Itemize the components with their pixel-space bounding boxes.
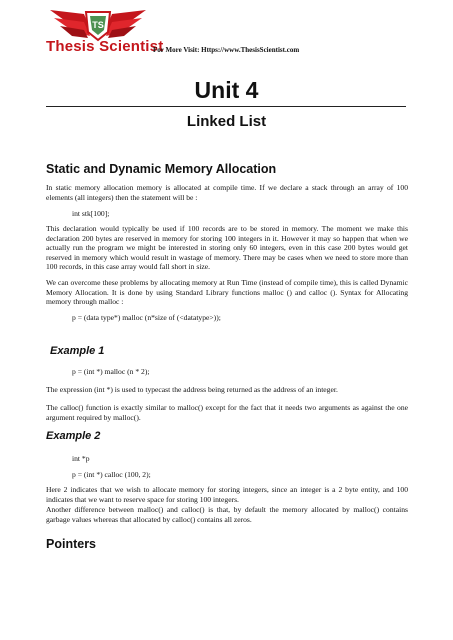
title-divider xyxy=(46,106,406,107)
brand-name: Thesis Scientist xyxy=(46,38,164,55)
section-heading-pointers: Pointers xyxy=(46,537,97,551)
paragraph-static-allocation: In static memory allocation memory is allocated at compile time. If we declare a stack through an array of 100 elements (all integers) then the statement will be : xyxy=(46,183,408,202)
code-line-malloc-syntax: p = (data type*) malloc (n*size of (<datatype>)); xyxy=(72,313,221,322)
unit-title: Unit 4 xyxy=(194,77,259,103)
code-line-malloc-example: p = (int *) malloc (n * 2); xyxy=(72,367,150,376)
paragraph-calloc-explanation: Here 2 indicates that we wish to allocate memory for storing integers, since an integer is a 2 byte entity, and 100 indicates that we want to reserve space for storing 100 integers. xyxy=(46,485,408,504)
visit-link-text[interactable]: For More Visit: Https://www.ThesisScientist.com xyxy=(153,46,300,54)
example-1-heading: Example 1 xyxy=(50,345,105,357)
paragraph-calloc-similar: The calloc() function is exactly similar to malloc() except for the fact that it needs two arguments as against the one argument required by malloc(). xyxy=(46,403,408,422)
topic-title: Linked List xyxy=(186,113,267,130)
example-2-heading: Example 2 xyxy=(46,430,101,442)
code-line-stack-array: int stk[100]; xyxy=(72,209,110,218)
paragraph-malloc-calloc-difference: Another difference between malloc() and calloc() is that, by default the memory allocated by malloc() contains garbage values whereas that allocated by calloc() contains all zeros. xyxy=(46,505,408,524)
code-line-calloc-example: p = (int *) calloc (100, 2); xyxy=(72,470,151,479)
paragraph-typecast: The expression (int *) is used to typecast the address being returned as the address of an integer. xyxy=(46,385,338,394)
paragraph-dynamic-allocation: We can overcome these problems by allocating memory at Run Time (instead of compile time), this is called Dynamic Memory Allocation. It is done by using Standard Library functions malloc () and calloc (). Syntax for Allocating memory through malloc : xyxy=(46,278,408,307)
svg-text:TS: TS xyxy=(92,20,104,30)
section-heading-memory-allocation: Static and Dynamic Memory Allocation xyxy=(46,162,277,176)
paragraph-declaration-wastage: This declaration would typically be used if 100 records are to be stored in memory. The moment we make this declaration 200 bytes are reserved in memory for storing 100 integers in it. However it may so happen that when we actually run the program we might be interested in storing only 60 integers, even in this case 200 bytes would get reserved in memory which would result in wastage of memory. There may be cases when we need to store more than 100 records, in this case array would fall short in size. xyxy=(46,224,408,272)
code-line-int-pointer: int *p xyxy=(72,454,90,463)
